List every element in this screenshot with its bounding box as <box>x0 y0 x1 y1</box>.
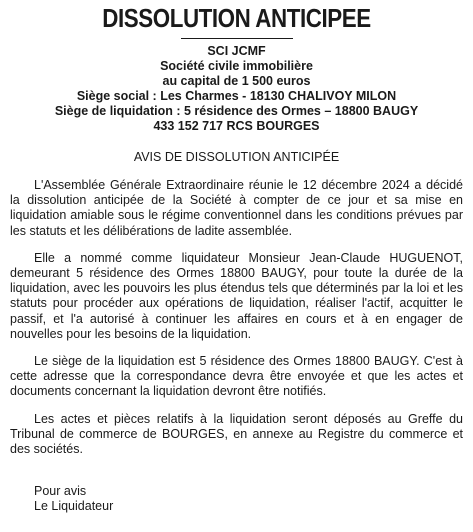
company-block <box>8 44 465 134</box>
company-type: Société civile immobilière <box>160 59 313 73</box>
company-name: SCI JCMF <box>207 44 266 58</box>
rcs-number: 433 152 717 RCS BOURGES <box>153 119 320 133</box>
paragraph-liquidation-seat: Le siège de la liquidation est 5 résidence des Ormes 18800 BAUGY. C'est à cette adresse que la correspondance devra être envoyée et que les actes et documents concernant la liquidation devront être notifiés. <box>10 354 463 399</box>
paragraph-filing: Les actes et pièces relatifs à la liquidation seront déposés au Greffe du Tribunal de commerce de BOURGES, en annexe au Registre du commerce et des sociétés. <box>10 411 463 457</box>
paragraph-decision: L'Assemblée Générale Extraordinaire réunie le 12 décembre 2024 a décidé la dissolution anticipée de la Société à compter de ce jour et sa mise en liquidation amiable sous le régime conventionnel dans les conditions prévues par les statuts et les délibérations de ladite assemblée. <box>10 178 463 238</box>
company-capital: au capital de 1 500 euros <box>162 74 311 88</box>
signature-block <box>8 484 465 514</box>
signature-line-liquidator: Le Liquidateur <box>34 499 114 514</box>
signature-line-notice: Pour avis <box>34 484 87 499</box>
notice-title: DISSOLUTION ANTICIPEE <box>102 3 371 33</box>
legal-notice-page <box>0 4 473 532</box>
notice-heading: AVIS DE DISSOLUTION ANTICIPÉE <box>133 150 340 164</box>
registered-office: Siège social : Les Charmes - 18130 CHALIVOY MILON <box>76 89 397 103</box>
title-underline <box>181 38 293 39</box>
liquidation-office: Siège de liquidation : 5 résidence des Ormes – 18800 BAUGY <box>54 104 419 118</box>
paragraph-liquidator: Elle a nommé comme liquidateur Monsieur Jean-Claude HUGUENOT, demeurant 5 résidence des Ormes 18800 BAUGY, pour toute la durée de la liquidation, avec les pouvoirs les plus étendus tels que déterminés par la loi et les statuts pour procéder aux opérations de liquidation, réaliser l'actif, acquitter le passif, et l'a autorisé à continuer les affaires en cours et à en engager de nouvelles pour les besoins de la liquidation. <box>10 250 463 341</box>
